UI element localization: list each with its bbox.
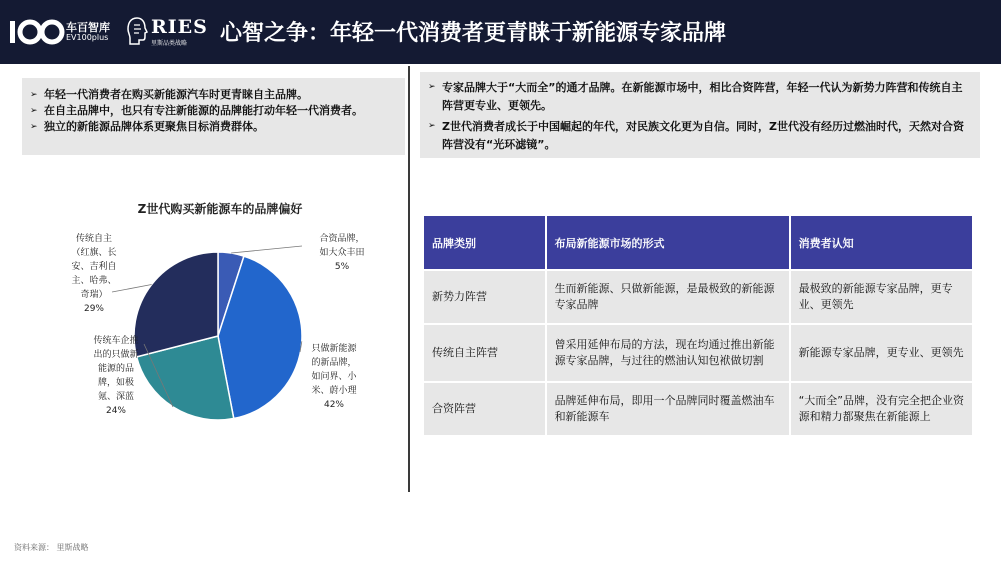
arrow-bullet-icon: ➢ — [30, 122, 38, 132]
left-bullet: ➢ 年轻一代消费者在购买新能源汽车时更青睐自主品牌。 — [30, 88, 308, 101]
table-header-row — [424, 216, 972, 269]
chart-title: Z世代购买新能源车的品牌偏好 — [137, 202, 303, 216]
table-row — [424, 271, 972, 323]
pie-leader-line — [231, 246, 302, 253]
ries-logo-subtext: 里斯品类战略 — [151, 40, 188, 47]
table-cell: 生而新能源、只做新能源，是最极致的新能源专家品牌 — [547, 271, 789, 323]
table-header-cell: 品牌类别 — [424, 216, 545, 269]
pie-slice-label: 传统车企推 出的只做新 能源的品 牌，如极 氪、深蓝 24% — [93, 336, 139, 416]
table-cell: 传统自主阵营 — [424, 325, 545, 381]
pie-slice-label: 合资品牌， 如大众丰田 5% — [319, 234, 365, 272]
table-cell: 合资阵营 — [424, 383, 545, 435]
page-title: 心智之争：年轻一代消费者更青睐于新能源专家品牌 — [220, 21, 727, 46]
table-cell: 新能源专家品牌，更专业、更领先 — [791, 325, 972, 381]
table-header-cell: 消费者认知 — [791, 216, 972, 269]
table-cell: 新势力阵营 — [424, 271, 545, 323]
arrow-bullet-icon: ➢ — [30, 90, 38, 100]
pie-slice-label: 传统自主 （红旗、长 安、吉利自 主、哈弗、 奇瑞） 29% — [71, 234, 117, 314]
table-row — [424, 383, 972, 435]
brand-comparison-table — [422, 214, 974, 437]
arrow-bullet-icon: ➢ — [428, 121, 436, 131]
ries-logo-text: RIES — [151, 16, 208, 38]
right-bullet: ➢ Z世代消费者成长于中国崛起的年代，对民族文化更为自信。同时，Z世代没有经历过燃油时代，天然对合资阵营没有“光环滤镜”。 — [428, 118, 972, 154]
pie-slice-label: 只做新能源 的新品牌， 如问界、小 米、蔚小理 42% — [311, 344, 357, 410]
table-row — [424, 325, 972, 381]
brand-name-cn: 车百智库 — [66, 21, 110, 34]
right-summary-box — [420, 72, 980, 158]
brand-name-en: EV100plus — [66, 33, 109, 42]
left-bullet: ➢ 在自主品牌中，也只有专注新能源的品牌能打动年轻一代消费者。 — [30, 104, 363, 117]
source-note: 资料来源： 里斯战略 — [14, 543, 89, 552]
arrow-bullet-icon: ➢ — [428, 82, 436, 92]
table-cell: 品牌延伸布局，即用一个品牌同时覆盖燃油车和新能源车 — [547, 383, 789, 435]
arrow-bullet-icon: ➢ — [30, 106, 38, 116]
table-cell: “大而全”品牌，没有完全把企业资源和精力都聚焦在新能源上 — [791, 383, 972, 435]
table-header-cell: 布局新能源市场的形式 — [547, 216, 789, 269]
table-cell: 最极致的新能源专家品牌，更专业、更领先 — [791, 271, 972, 323]
left-bullet: ➢ 独立的新能源品牌体系更聚焦目标消费群体。 — [30, 120, 264, 133]
right-bullet: ➢ 专家品牌大于“大而全”的通才品牌。在新能源市场中，相比合资阵营，年轻一代认为新势力阵营和传统自主阵营更专业、更领先。 — [428, 79, 972, 115]
table-cell: 曾采用延伸布局的方法，现在均通过推出新能源专家品牌，与过往的燃油认知包袱做切割 — [547, 325, 789, 381]
